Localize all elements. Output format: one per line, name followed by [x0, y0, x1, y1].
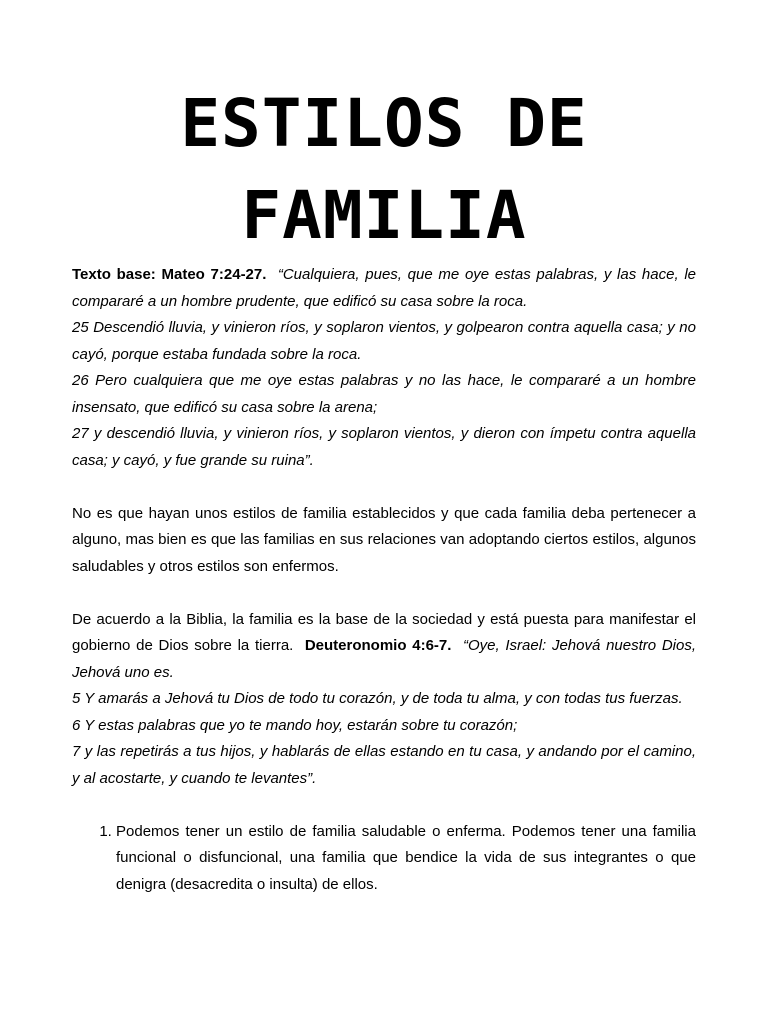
numbered-list — [72, 819, 696, 899]
title-line-1: ESTILOS DE — [180, 85, 588, 162]
verse-5: 5 Y amarás a Jehová tu Dios de todo tu corazón, y de toda tu alma, y con todas tus fuerzas. — [72, 690, 683, 707]
verse-25: 25 Descendió lluvia, y vinieron ríos, y soplaron vientos, y golpearon contra aquella casa; y no cayó, porque estaba fundada sobre la roca. — [72, 319, 696, 363]
list-item: 1. Podemos tener un estilo de familia saludable o enferma. Podemos tener una familia funcional o disfuncional, una familia que bendice la vida de sus integrantes o que denigra (desacredita o insulta) de ellos. — [116, 819, 696, 899]
base-text-paragraph — [72, 262, 696, 315]
title-line-2: FAMILIA — [241, 177, 527, 254]
verse-26: 26 Pero cualquiera que me oye estas palabras y no las hace, le compararé a un hombre insensato, que edificó su casa sobre la arena; — [72, 372, 696, 416]
base-text-label: Texto base: Mateo 7:24-27. — [72, 266, 267, 283]
styles-paragraph: No es que hayan unos estilos de familia establecidos y que cada familia deba pertenecer a alguno, mas bien es que las familias en sus relaciones van adoptando ciertos estilos, algunos saludables y otros estilos son enfermos. — [72, 504, 696, 575]
deuteronomy-ref: Deuteronomio 4:6-7. — [304, 637, 452, 654]
verse-27: 27 y descendió lluvia, y vinieron ríos, y soplaron vientos, y dieron con ímpetu contra aquella casa; y cayó, y fue grande su ruina”. — [72, 425, 696, 469]
document-body — [72, 262, 696, 898]
verse-7: 7 y las repetirás a tus hijos, y hablarás de ellas estando en tu casa, y andando por el camino, y al acostarte, y cuando te levantes”. — [72, 743, 696, 787]
verse-6: 6 Y estas palabras que yo te mando hoy, estarán sobre tu corazón; — [72, 716, 518, 734]
bible-paragraph — [72, 607, 696, 687]
document-title — [0, 78, 768, 262]
deuteronomy-quote: “Oye, Israel: Jehová nuestro Dios, Jehová uno es. — [72, 637, 697, 681]
bible-paragraph-text: De acuerdo a la Biblia, la familia es la base de la sociedad y está puesta para manifestar el gobierno de Dios sobre la tierra. — [72, 610, 696, 654]
base-text-quote: “Cualquiera, pues, que me oye estas palabras, y las hace, le compararé a un hombre prudente, que edificó su casa sobre la roca. — [72, 266, 696, 310]
